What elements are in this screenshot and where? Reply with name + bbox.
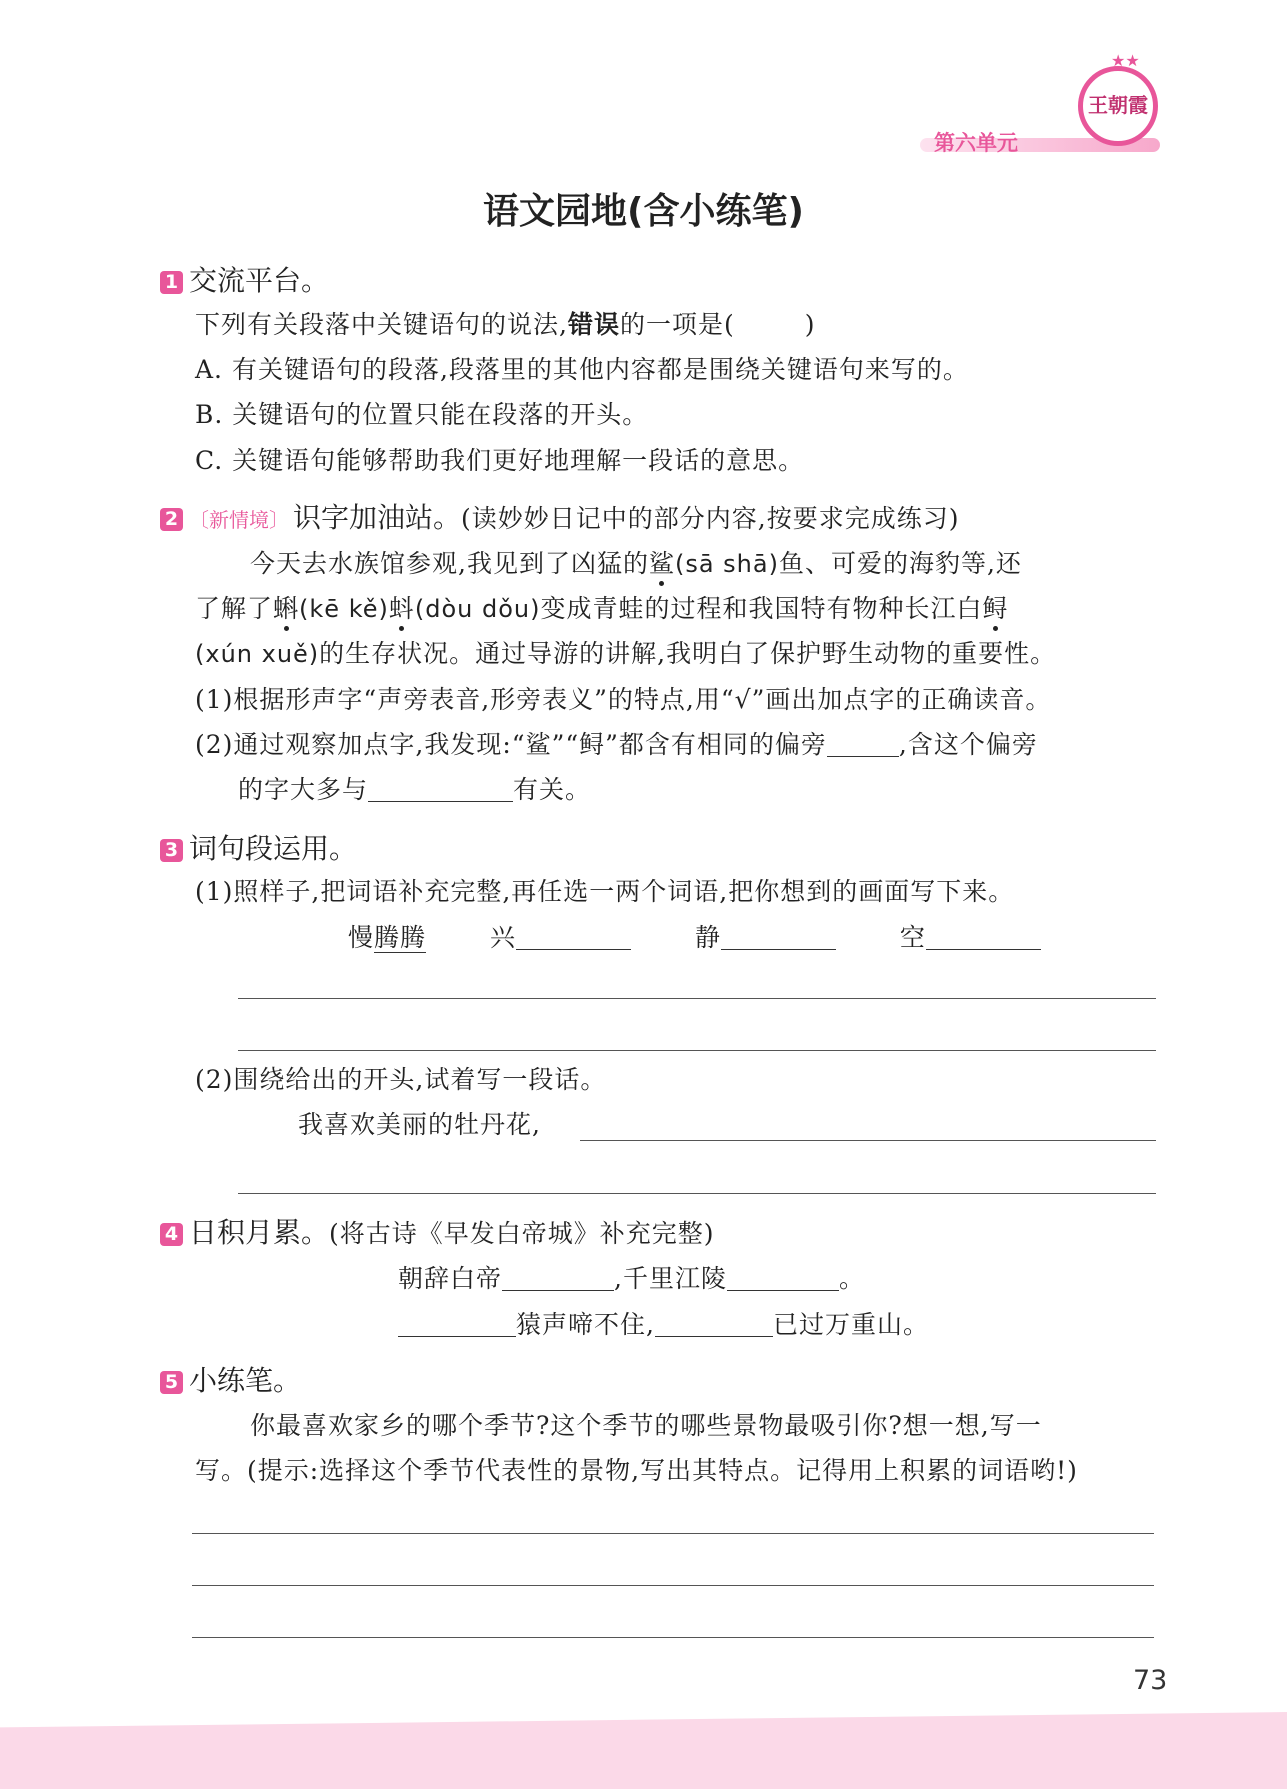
q3-heading: 3 词句段运用。 [160,832,357,866]
poem-blank-1[interactable] [502,1266,614,1291]
q2-sub2-cont: 的字大多与 有关。 [238,775,592,804]
q1-option-b: B. 关键语句的位置只能在段落的开头。 [195,400,649,429]
logo-badge [1078,51,1158,146]
writing-line[interactable] [238,1050,1156,1051]
writing-line[interactable] [192,1585,1154,1586]
page-title: 语文园地(含小练笔) [483,191,804,232]
poem-blank-2[interactable] [727,1266,839,1291]
q2-diary-line3: (xún xuě)的生存状况。通过导游的讲解,我明白了保护野生动物的重要性。 [195,639,1057,668]
writing-line[interactable] [192,1637,1154,1638]
word-blank-1[interactable] [516,925,631,950]
writing-line[interactable] [238,1193,1156,1194]
page-number: 73 [1133,1665,1168,1696]
q1-heading: 1 交流平台。 [160,264,329,298]
q4-heading: 4 日积月累。(将古诗《早发白帝城》补充完整) [160,1216,715,1250]
q2-heading: 2 〔新情境〕 识字加油站。(读妙妙日记中的部分内容,按要求完成练习) [160,501,959,537]
q3-sub1: (1)照样子,把词语补充完整,再任选一两个词语,把你想到的画面写下来。 [195,877,1015,906]
q5-heading: 5 小练笔。 [160,1364,301,1398]
q2-diary-line1: 今天去水族馆参观,我见到了凶猛的鲨(sā shā)鱼、可爱的海豹等,还 [250,549,1022,578]
q5-prompt-1: 你最喜欢家乡的哪个季节?这个季节的哪些景物最吸引你?想一想,写一 [250,1411,1042,1440]
new-context-tag: 〔新情境〕 [189,508,289,532]
writing-line[interactable] [192,1533,1154,1534]
word-blank-2[interactable] [721,925,836,950]
poem-line-2: 猿声啼不住, 已过万重山。 [398,1310,929,1340]
meaning-blank[interactable] [368,777,513,802]
unit-label: 第六单元 [934,131,1018,155]
q3-words: 慢腾腾 兴 静 空 [348,923,1041,953]
q5-prompt-2: 写。(提示:选择这个季节代表性的景物,写出其特点。记得用上积累的词语哟!) [195,1456,1078,1485]
q2-sub2: (2)通过观察加点字,我发现:“鲨”“鲟”都含有相同的偏旁 ,含这个偏旁 [195,730,1038,759]
poem-line-1: 朝辞白帝 ,千里江陵 。 [398,1264,865,1293]
q3-sub2: (2)围绕给出的开头,试着写一段话。 [195,1065,607,1094]
q1-option-c: C. 关键语句能够帮助我们更好地理解一段话的意思。 [195,446,805,475]
writing-line[interactable] [580,1140,1156,1141]
q2-sub1: (1)根据形声字“声旁表音,形旁表义”的特点,用“√”画出加点字的正确读音。 [195,685,1052,714]
q1-option-a: A. 有关键语句的段落,段落里的其他内容都是围绕关键语句来写的。 [195,355,969,384]
poem-blank-4[interactable] [655,1312,773,1337]
q3-start: 我喜欢美丽的牡丹花, [298,1110,541,1139]
word-blank-3[interactable] [926,925,1041,950]
writing-line[interactable] [238,998,1156,999]
q1-stem: 下列有关段落中关键语句的说法,错误的一项是( ) [195,310,816,339]
q2-diary-line2: 了解了蝌(kē kě)蚪(dòu dǒu)变成青蛙的过程和我国特有物种长江白鲟 [195,594,1009,623]
footer-band [0,1712,1287,1789]
poem-blank-3[interactable] [398,1312,516,1337]
radical-blank[interactable] [827,732,899,757]
logo-text: 王朝霞 [1088,93,1148,117]
star-icon: ★★ [1111,51,1140,70]
